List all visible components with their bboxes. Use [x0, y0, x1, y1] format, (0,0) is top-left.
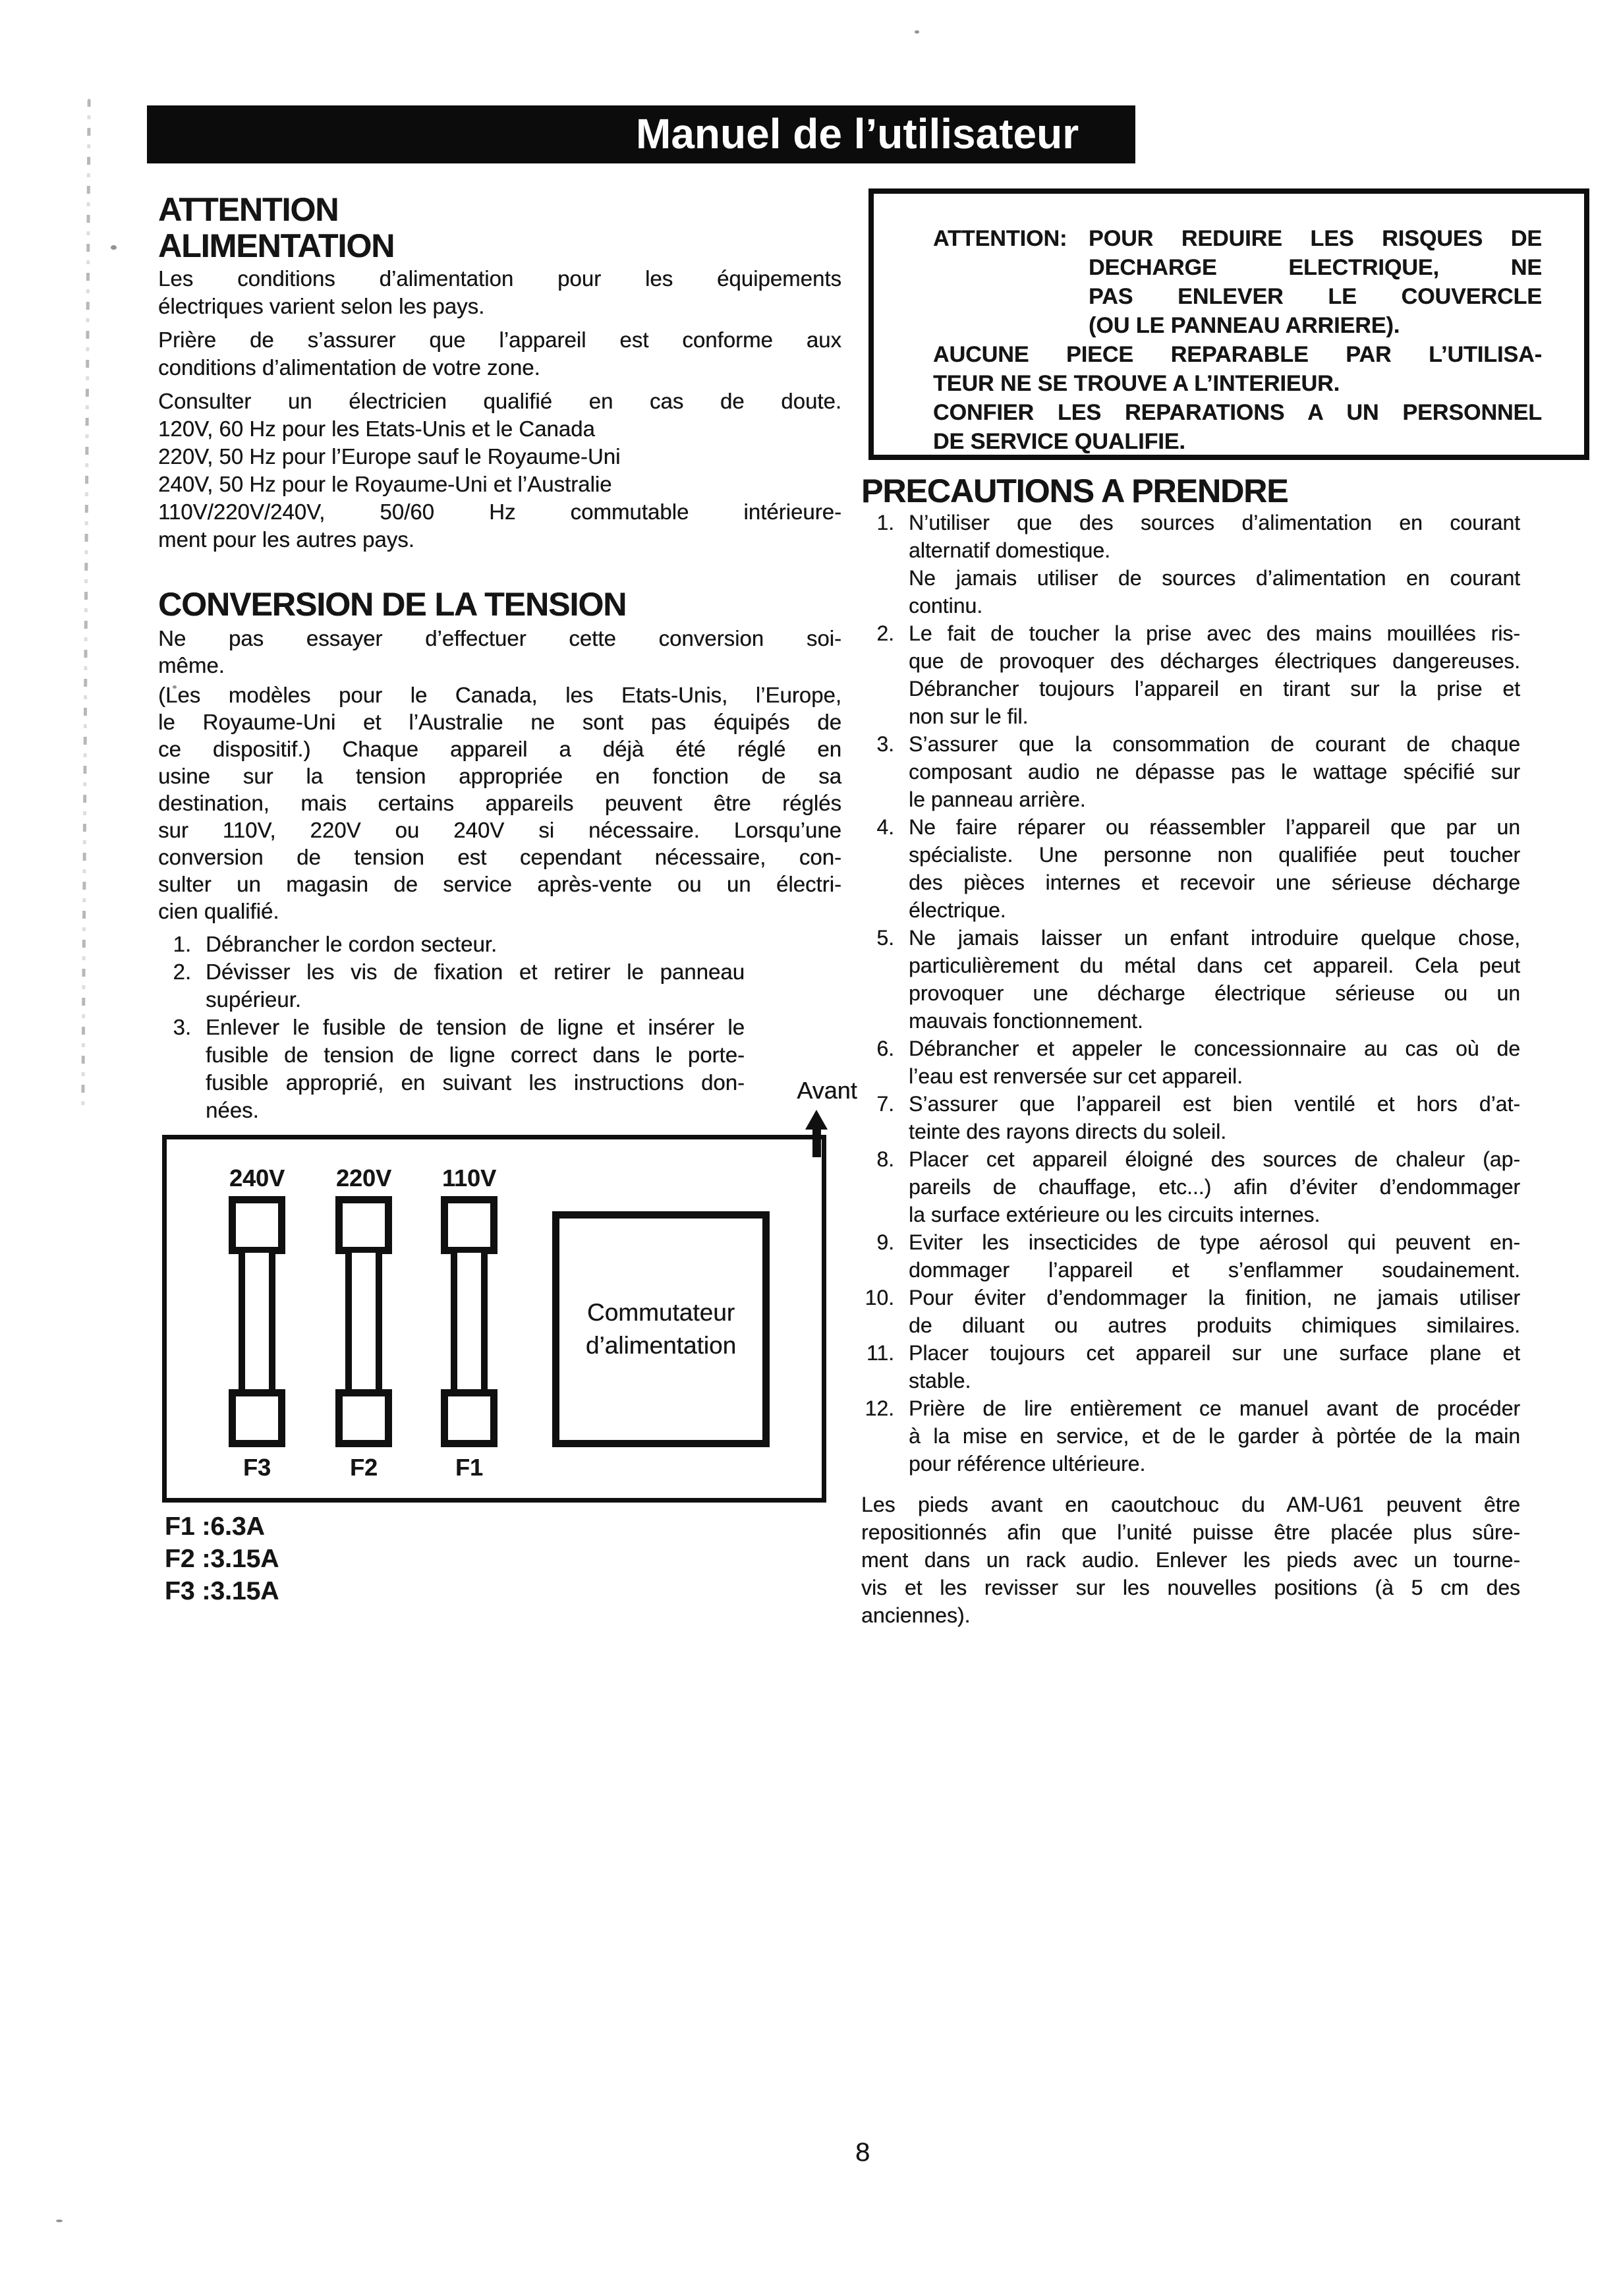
text-line: nées.	[206, 1098, 259, 1122]
list-item-number: 2.	[173, 960, 191, 984]
arrow-head	[805, 1110, 828, 1130]
list-item-number: 10.	[865, 1286, 894, 1309]
list-item-number: 7.	[876, 1092, 894, 1116]
list-item-number: 5.	[876, 926, 894, 950]
text-line: Les pieds avant en caoutchouc du AM-U61 peuvent être	[861, 1493, 1520, 1516]
list-item-text	[909, 730, 1520, 813]
text-line: à la mise en service, et de le garder à pòrtée de la main	[909, 1424, 1520, 1448]
text-line: conversion de tension est cependant nécessaire, con-	[158, 845, 841, 869]
text-line: pareils de chauffage, etc...) afin d’éviter d’endommager	[909, 1175, 1520, 1199]
list-item-text	[206, 1014, 745, 1124]
text-line: AUCUNE PIECE REPARABLE PAR L’UTILISA-	[933, 342, 1542, 367]
text-line: spécialiste. Une personne non qualifiée peut toucher	[909, 843, 1520, 867]
section-alimentation-body	[158, 265, 841, 554]
text-line: (Les modèles pour le Canada, les Etats-Unis, l’Europe,	[158, 683, 841, 707]
fuse-top-cap	[441, 1196, 497, 1254]
text-line: l’eau est renversée sur cet appareil.	[909, 1064, 1243, 1088]
page-number: 8	[855, 2138, 870, 2167]
text-line: teinte des rayons directs du soleil.	[909, 1120, 1227, 1143]
paragraph	[158, 681, 841, 925]
closing-paragraph	[861, 1491, 1520, 1629]
list-item	[861, 924, 1520, 1035]
text-line: ment pour les autres pays.	[158, 527, 414, 552]
list-item	[861, 1228, 1520, 1284]
list-item-text	[909, 509, 1520, 619]
text-line: Eviter les insecticides de type aérosol qui peuvent en-	[909, 1230, 1520, 1254]
list-item-text	[909, 1284, 1520, 1339]
list-item-number: 3.	[876, 732, 894, 756]
list-item	[861, 1035, 1520, 1090]
list-item-number: 11.	[866, 1341, 894, 1365]
switch-label-line1: Commutateur	[586, 1299, 735, 1326]
text-line: dommager l’appareil et s’enflammer soudainement.	[909, 1258, 1520, 1282]
paragraph	[158, 625, 841, 679]
fuse-bottom-cap	[229, 1389, 285, 1447]
text-line: S’assurer que la consommation de courant de chaque	[909, 732, 1520, 756]
text-line: Les conditions d’alimentation pour les équipements	[158, 266, 841, 291]
paragraph	[158, 387, 841, 554]
text-line: Consulter un électricien qualifié en cas de doute.	[158, 389, 841, 413]
text-line: CONFIER LES REPARATIONS A UN PERSONNEL	[933, 400, 1542, 425]
fuse-body	[239, 1253, 275, 1391]
text-line: DE SERVICE QUALIFIE.	[933, 429, 1185, 454]
fuse-bottom-cap	[441, 1389, 497, 1447]
list-item-number: 6.	[876, 1037, 894, 1060]
list-item-number: 4.	[876, 815, 894, 839]
text-line: 240V, 50 Hz pour le Royaume-Uni et l’Australie	[158, 472, 612, 496]
text-line: Dévisser les vis de fixation et retirer le panneau	[206, 960, 745, 984]
warning-indented-lines	[1089, 224, 1542, 340]
text-line: composant audio ne dépasse pas le wattage spécifié sur	[909, 760, 1520, 784]
text-line: Le fait de toucher la prise avec des mains mouillées ris-	[909, 621, 1520, 645]
text-line: fusible de tension de ligne correct dans le porte-	[206, 1043, 745, 1067]
list-item-text	[909, 924, 1520, 1035]
fuse-rating: F2 :3.15A	[165, 1545, 279, 1573]
text-line: électrique.	[909, 898, 1006, 922]
conversion-steps-list	[158, 931, 745, 1124]
text-line: sur 110V, 220V ou 240V si nécessaire. Lorsqu’une	[158, 818, 841, 842]
list-item	[861, 509, 1520, 619]
list-item-number: 9.	[876, 1230, 894, 1254]
text-line: la surface extérieure ou les circuits internes.	[909, 1203, 1321, 1226]
page-title: Manuel de l’utilisateur	[636, 110, 1079, 158]
fuse-rating: F3 :3.15A	[165, 1577, 279, 1605]
warning-box	[868, 188, 1589, 460]
text-line: même.	[158, 653, 225, 677]
scan-speck	[56, 2220, 63, 2222]
text-line: sulter un magasin de service après-vente ou un électri-	[158, 872, 841, 896]
fuse-bottom-cap	[335, 1389, 392, 1447]
text-line: Ne faire réparer ou réassembler l’appareil que par un	[909, 815, 1520, 839]
scan-speck	[111, 245, 117, 250]
text-line: TEUR NE SE TROUVE A L’INTERIEUR.	[933, 371, 1340, 396]
text-line: Débrancher le cordon secteur.	[206, 932, 497, 956]
list-item	[158, 958, 745, 1014]
text-line: Placer toujours cet appareil sur une surface plane et	[909, 1341, 1520, 1365]
text-line: Ne pas essayer d’effectuer cette conversion soi-	[158, 626, 841, 650]
fuse-top-cap	[335, 1196, 392, 1254]
list-item-number: 3.	[173, 1015, 191, 1039]
warning-label: ATTENTION:	[933, 226, 1067, 251]
text-line: Prière de s’assurer que l’appareil est conforme aux	[158, 328, 841, 352]
fuse-top-cap	[229, 1196, 285, 1254]
text-line: destination, mais certains appareils peuvent être réglés	[158, 791, 841, 815]
title-bar	[147, 105, 1135, 163]
fuse-name-label: F2	[349, 1454, 378, 1481]
list-item-text	[909, 1035, 1520, 1090]
text-line: fusible approprié, en suivant les instructions don-	[206, 1070, 745, 1095]
text-line: particulièrement du métal dans cet appareil. Cela peut	[909, 954, 1520, 977]
text-line: Débrancher et appeler le concessionnaire au cas où de	[909, 1037, 1520, 1060]
text-line: 220V, 50 Hz pour l’Europe sauf le Royaume-Uni	[158, 444, 621, 469]
text-line: Prière de lire entièrement ce manuel avant de procéder	[909, 1396, 1520, 1420]
text-line: ce dispositif.) Chaque appareil a déjà été réglé en	[158, 737, 841, 761]
text-line: stable.	[909, 1369, 971, 1392]
fuse-body	[451, 1253, 488, 1391]
list-item	[861, 619, 1520, 730]
text-line: repositionnés afin que l’unité puisse être placée plus sûre-	[861, 1520, 1520, 1544]
list-item-text	[206, 931, 745, 958]
list-item-number: 1.	[876, 511, 894, 534]
warning-hang-block	[933, 224, 1542, 340]
text-line: pour référence ultérieure.	[909, 1452, 1146, 1476]
fuse-diagram	[162, 1135, 826, 1503]
list-item	[861, 813, 1520, 924]
text-line: PAS ENLEVER LE COUVERCLE	[1089, 284, 1542, 309]
text-line: 120V, 60 Hz pour les Etats-Unis et le Canada	[158, 416, 595, 441]
list-item	[158, 1014, 745, 1124]
text-line: Enlever le fusible de tension de ligne et insérer le	[206, 1015, 745, 1039]
list-item	[861, 1145, 1520, 1228]
text-line: DECHARGE ELECTRIQUE, NE	[1089, 255, 1542, 280]
list-item-number: 1.	[173, 932, 191, 956]
text-line: (OU LE PANNEAU ARRIERE).	[1089, 313, 1400, 338]
text-line: usine sur la tension appropriée en fonction de sa	[158, 764, 841, 788]
heading-precautions: PRECAUTIONS A PRENDRE	[861, 473, 1288, 509]
fuse-rating: F1 :6.3A	[165, 1512, 265, 1541]
text-line: supérieur.	[206, 987, 301, 1012]
text-line: de diluant ou autres produits chimiques similaires.	[909, 1313, 1520, 1337]
list-item-text	[909, 1339, 1520, 1394]
list-item	[861, 1090, 1520, 1145]
list-item	[158, 931, 745, 958]
paragraph	[158, 265, 841, 320]
list-item-text	[909, 813, 1520, 924]
text-line: cien qualifié.	[158, 899, 279, 923]
text-line: Placer cet appareil éloigné des sources de chaleur (ap-	[909, 1147, 1520, 1171]
text-line: Pour éviter d’endommager la finition, ne jamais utiliser	[909, 1286, 1520, 1309]
section-conversion-body	[158, 625, 841, 925]
heading-alimentation: ALIMENTATION	[158, 227, 395, 264]
text-line: POUR REDUIRE LES RISQUES DE	[1089, 226, 1542, 251]
list-item-number: 12.	[865, 1396, 894, 1420]
text-line: électriques varient selon les pays.	[158, 294, 485, 318]
fuse-name-label: F3	[242, 1454, 271, 1481]
paragraph	[158, 326, 841, 382]
list-item-text	[206, 958, 745, 1014]
text-line: le Royaume-Uni et l’Australie ne sont pas équipés de	[158, 710, 841, 734]
list-item-text	[909, 1394, 1520, 1478]
scan-fold-artifact	[81, 99, 90, 1107]
text-line: Ne jamais laisser un enfant introduire quelque chose,	[909, 926, 1520, 950]
scan-speck	[915, 30, 919, 34]
text-line: ment dans un rack audio. Enlever les pieds avec un tourne-	[861, 1548, 1520, 1572]
fuse-voltage-label: 240V	[229, 1164, 285, 1191]
fuse-voltage-label: 220V	[335, 1164, 392, 1191]
list-item-number: 2.	[876, 621, 894, 645]
text-line: mauvais fonctionnement.	[909, 1009, 1143, 1033]
text-line: conditions d’alimentation de votre zone.	[158, 355, 540, 380]
avant-label: Avant	[797, 1077, 857, 1104]
list-item	[861, 1394, 1520, 1478]
text-line: vis et les revisser sur les nouvelles positions (à 5 cm des	[861, 1576, 1520, 1599]
list-item	[861, 1339, 1520, 1394]
fuse-name-label: F1	[455, 1454, 483, 1481]
text-line: anciennes).	[861, 1603, 971, 1627]
switch-label-line2: d’alimentation	[585, 1332, 737, 1359]
fuse-voltage-label: 110V	[441, 1164, 497, 1191]
text-line: Ne jamais utiliser de sources d’alimentation en courant	[909, 566, 1520, 590]
text-line: N’utiliser que des sources d’alimentation en courant	[909, 511, 1520, 534]
text-line: le panneau arrière.	[909, 788, 1086, 811]
list-item	[861, 1284, 1520, 1339]
heading-conversion: CONVERSION DE LA TENSION	[158, 586, 627, 623]
list-item-text	[909, 619, 1520, 730]
power-switch-box	[552, 1211, 770, 1447]
text-line: des pièces internes et recevoir une sérieuse décharge	[909, 871, 1520, 894]
text-line: que de provoquer des décharges électriques dangereuses.	[909, 649, 1520, 673]
text-line: 110V/220V/240V, 50/60 Hz commutable intérieure-	[158, 500, 841, 524]
text-line: non sur le fil.	[909, 704, 1029, 728]
text-line: Débrancher toujours l’appareil en tirant sur la prise et	[909, 677, 1520, 701]
text-line: provoquer une décharge électrique sérieuse ou un	[909, 981, 1520, 1005]
list-item-text	[909, 1145, 1520, 1228]
text-line: S’assurer que l’appareil est bien ventilé et hors d’at-	[909, 1092, 1520, 1116]
precautions-list	[861, 509, 1520, 1478]
fuse-ratings	[165, 1510, 279, 1607]
fuse-body	[345, 1253, 382, 1391]
text-line: continu.	[909, 594, 983, 617]
list-item	[861, 730, 1520, 813]
text-line: alternatif domestique.	[909, 538, 1110, 562]
list-item-text	[909, 1228, 1520, 1284]
list-item-number: 8.	[876, 1147, 894, 1171]
list-item-text	[909, 1090, 1520, 1145]
heading-attention: ATTENTION	[158, 191, 339, 228]
